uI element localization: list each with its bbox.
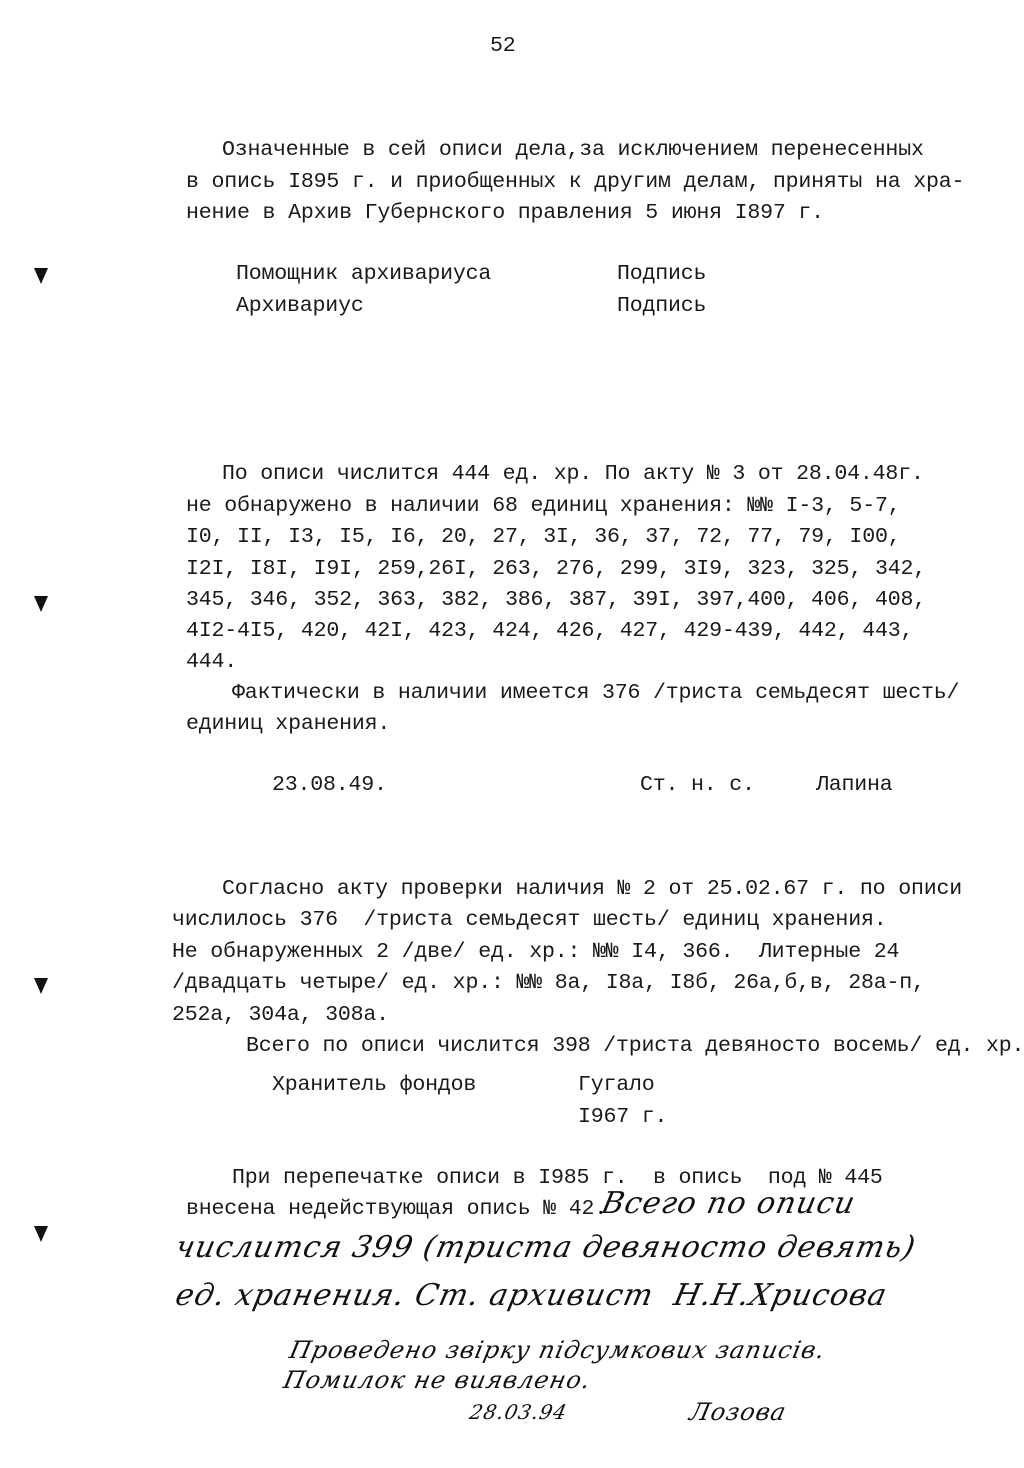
text-line: Всего по описи числится 398 /триста девяносто восемь/ ед. хр.: [246, 1034, 1024, 1058]
text-line: При перепечатке описи в I985 г. в опись под № 445: [232, 1166, 883, 1190]
text-line: По описи числится 444 ед. хр. По акту № 3 от 28.04.48г.: [222, 462, 924, 486]
handwritten-note: Помилок не виявлено.: [281, 1366, 594, 1394]
text-line: в опись I895 г. и приобщенных к другим делам, приняты на хра-: [186, 170, 965, 194]
signature-date: 23.08.49.: [272, 773, 387, 797]
text-line: I2I, I8I, I9I, 259,26I, 263, 276, 299, 3I9, 323, 325, 342,: [186, 557, 926, 581]
text-line: не обнаружено в наличии 68 единиц хранения: №№ I-3, 5-7,: [186, 494, 901, 518]
text-line: 345, 346, 352, 363, 382, 386, 387, 39I, 397,400, 406, 408,: [186, 588, 926, 612]
handwritten-date: 28.03.94: [467, 1400, 570, 1424]
handwritten-signature: Лозова: [687, 1398, 790, 1426]
text-line: внесена недействующая опись № 42.: [186, 1197, 608, 1221]
signature-placeholder: Подпись: [617, 294, 707, 318]
signature-year: I967 г.: [578, 1105, 668, 1129]
signer-role: Помощник архивариуса: [236, 262, 492, 286]
binding-hole-mark: [34, 596, 48, 612]
handwritten-note: Проведено звірку підсумкових записів.: [287, 1336, 829, 1364]
handwritten-line: числится 399 (триста девяносто девять): [172, 1230, 920, 1265]
signer-role: Хранитель фондов: [272, 1073, 477, 1097]
text-line: 4I2-4I5, 420, 42I, 423, 424, 426, 427, 429-439, 442, 443,: [186, 619, 914, 643]
binding-hole-mark: [34, 1226, 48, 1242]
text-line: нение в Архив Губернского правления 5 июня I897 г.: [186, 201, 824, 225]
signer-role: Ст. н. с.: [640, 773, 755, 797]
handwritten-line: Всего по описи: [598, 1186, 859, 1221]
signer-role: Архивариус: [236, 294, 364, 318]
signer-name: Лапина: [816, 773, 893, 797]
text-line: Означенные в сей описи дела,за исключением перенесенных: [222, 138, 924, 162]
signer-name: Гугало: [578, 1073, 655, 1097]
page-number: 52: [490, 34, 516, 58]
binding-hole-mark: [34, 978, 48, 994]
text-line: Не обнаруженных 2 /две/ ед. хр.: №№ I4, 366. Литерные 24: [172, 940, 900, 964]
signature-placeholder: Подпись: [617, 262, 707, 286]
text-line: 444.: [186, 650, 238, 674]
text-line: Фактически в наличии имеется 376 /триста семьдесят шесть/: [232, 681, 960, 705]
text-line: единиц хранения.: [186, 712, 391, 736]
binding-hole-mark: [34, 268, 48, 284]
text-line: Согласно акту проверки наличия № 2 от 25.02.67 г. по описи: [222, 877, 962, 901]
text-line: /двадцать четыре/ ед. хр.: №№ 8а, I8а, I8б, 26а,б,в, 28а-п,: [172, 971, 925, 995]
text-line: I0, II, I3, I5, I6, 20, 27, 3I, 36, 37, 72, 77, 79, I00,: [186, 525, 901, 549]
handwritten-line: ед. хранения. Ст. архивист Н.Н.Хрисова: [172, 1278, 891, 1313]
text-line: 252а, 304а, 308а.: [172, 1003, 389, 1027]
text-line: числилось 376 /триста семьдесят шесть/ единиц хранения.: [172, 908, 887, 932]
